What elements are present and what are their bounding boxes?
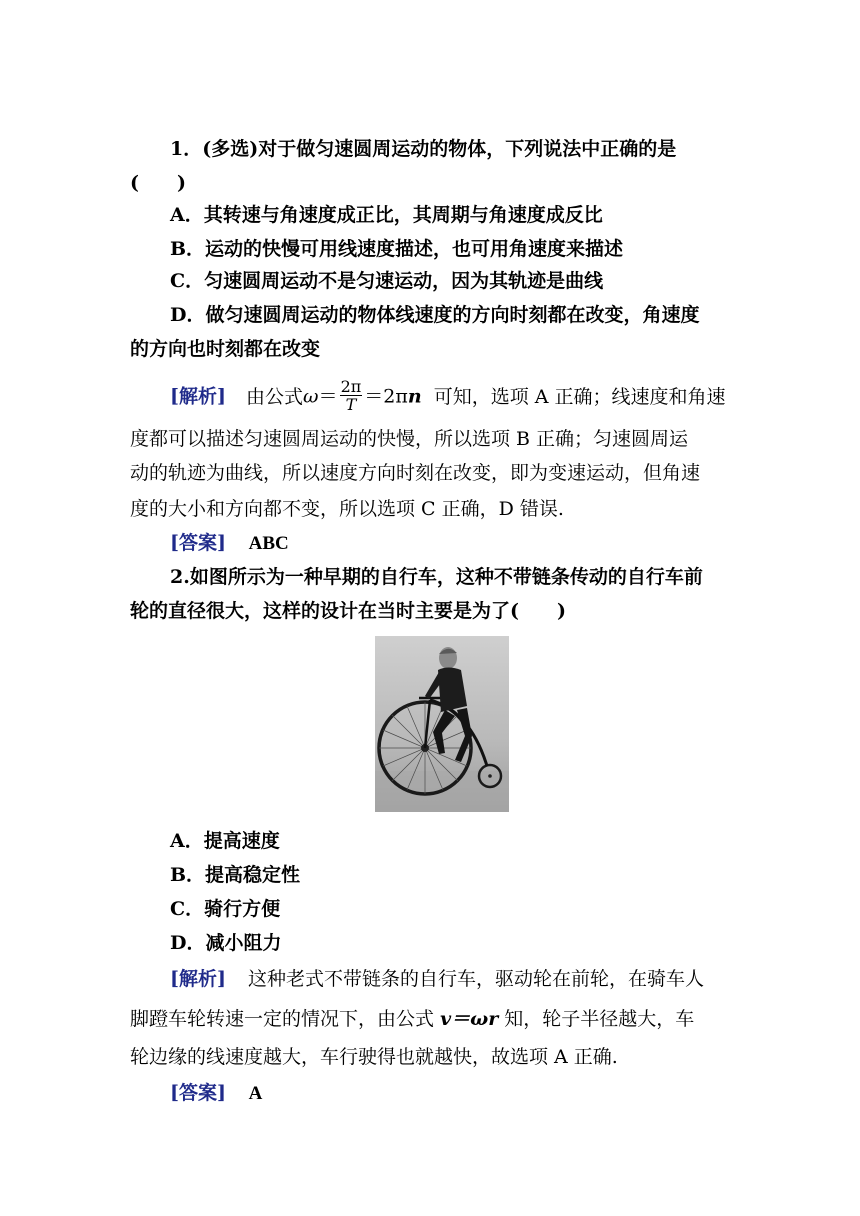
q2-stem-line1: 2.如图所示为一种早期的自行车，这种不带链条传动的自行车前	[170, 566, 703, 588]
q2-option-d: D．减小阻力	[170, 932, 282, 954]
analysis-text: 脚蹬车轮转速一定的情况下，由公式	[130, 1008, 435, 1030]
formula-v: v	[440, 1008, 452, 1030]
q1-analysis-line1	[170, 377, 770, 415]
formula-n: n	[407, 385, 422, 408]
fraction-denominator: T	[345, 395, 357, 414]
q2-analysis-line1	[170, 966, 770, 992]
q2-answer-line	[170, 1080, 770, 1107]
penny-farthing-photo	[375, 636, 509, 812]
formula-eq2: ＝2π	[364, 385, 408, 408]
q1-option-d-line2: 的方向也时刻都在改变	[130, 338, 321, 360]
analysis-text: 这种老式不带链条的自行车，驱动轮在前轮，在骑车人	[248, 968, 705, 990]
analysis-tag: [解析]	[170, 968, 226, 990]
analysis-text: 知，轮子半径越大，车	[504, 1008, 695, 1030]
q2-option-a: A．提高速度	[170, 830, 280, 852]
q2-option-b: B．提高稳定性	[170, 864, 301, 886]
q1-answer-line	[170, 530, 770, 557]
answer-tag: [答案]	[170, 1082, 226, 1104]
q1-stem-line2: ( )	[130, 172, 186, 194]
q1-option-a: A．其转速与角速度成正比，其周期与角速度成反比	[170, 204, 603, 226]
answer-value: A	[248, 1083, 263, 1104]
q2-analysis-line3: 轮边缘的线速度越大，车行驶得也就越快，故选项 A 正确.	[130, 1046, 618, 1068]
formula-omega-r: ＝ωr	[451, 1008, 499, 1030]
formula-fraction	[340, 378, 363, 413]
answer-value: ABC	[248, 533, 289, 554]
q2-analysis-line2	[130, 1006, 730, 1032]
q1-option-d-line1: D．做匀速圆周运动的物体线速度的方向时刻都在改变，角速度	[170, 304, 700, 326]
q1-analysis-line3: 动的轨迹为曲线，所以速度方向时刻在改变，即为变速运动，但角速	[130, 462, 701, 484]
fraction-numerator: 2π	[340, 377, 362, 396]
q1-analysis-line2: 度都可以描述匀速圆周运动的快慢，所以选项 B 正确；匀速圆周运	[130, 428, 689, 450]
q1-option-b: B．运动的快慢可用线速度描述，也可用角速度来描述	[170, 238, 624, 260]
q1-analysis-line4: 度的大小和方向都不变，所以选项 C 正确，D 错误.	[130, 498, 564, 520]
formula-eq: ＝	[318, 385, 338, 408]
analysis-text: 可知，选项 A 正确；线速度和角速	[433, 385, 726, 408]
bicycle-figure-svg	[375, 636, 509, 812]
q1-option-c: C．匀速圆周运动不是匀速运动，因为其轨迹是曲线	[170, 270, 604, 292]
answer-tag: [答案]	[170, 532, 226, 554]
formula-omega: ω	[303, 385, 319, 408]
analysis-text: 由公式	[246, 385, 304, 408]
analysis-tag: [解析]	[170, 385, 226, 408]
q1-stem-line1: 1．(多选)对于做匀速圆周运动的物体，下列说法中正确的是	[170, 138, 677, 160]
q2-stem-line2: 轮的直径很大，这样的设计在当时主要是为了( )	[130, 600, 566, 622]
q2-option-c: C．骑行方便	[170, 898, 281, 920]
